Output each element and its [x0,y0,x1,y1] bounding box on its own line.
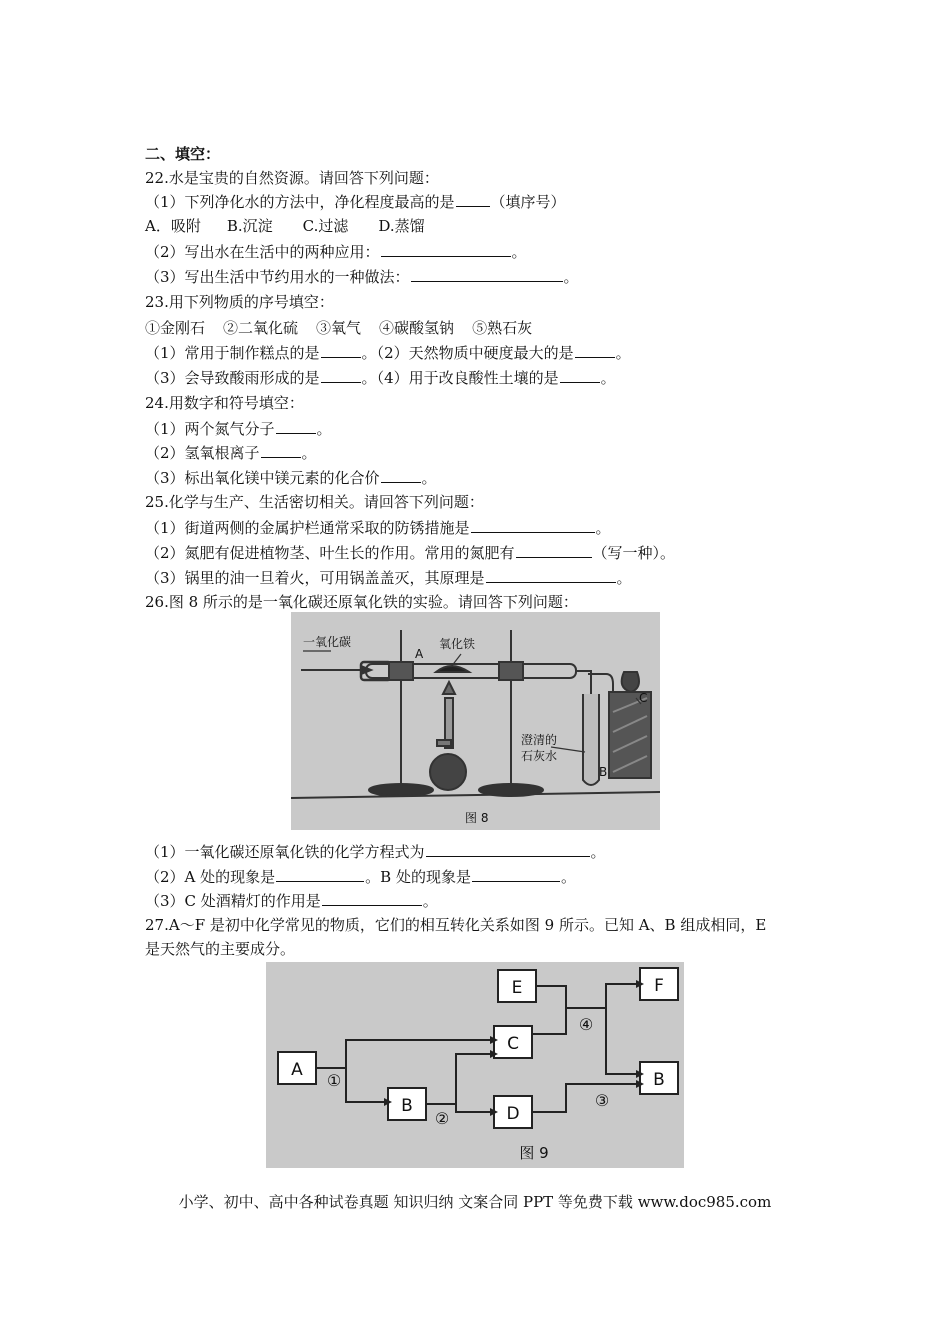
q26-part3-text: （3）C 处酒精灯的作用是 [145,892,321,910]
end-mark: 。 [560,868,576,886]
label-b: B [599,765,608,779]
figure-8-apparatus [291,612,660,830]
q23-items [145,318,532,338]
answer-blank[interactable] [261,443,301,458]
q23-row1 [145,343,631,363]
q23-part1: （1）常用于制作糕点的是 [145,344,320,362]
item-3: ③氧气 [316,319,362,337]
item-5: ⑤熟石灰 [472,319,533,337]
q25-part1-text: （1）街道两侧的金属护栏通常采取的防锈措施是 [145,519,470,537]
answer-blank[interactable] [381,468,421,483]
q22-stem: 22.水是宝贵的自然资源。请回答下列问题： [145,169,439,187]
answer-blank[interactable] [456,192,490,207]
q22-part3-text: （3）写出生活中节约用水的一种做法： [145,268,410,286]
step-3: ③ [594,1091,610,1110]
q26-part1-text: （1）一氧化碳还原氧化铁的化学方程式为 [145,843,425,861]
end-mark: 。 [361,369,377,387]
label-fe2o3: 氧化铁 [439,637,476,651]
box-b2-label: B [653,1070,665,1090]
q26-part2-text: （2）A 处的现象是 [145,868,276,886]
section-title: 二、填空： [145,145,221,163]
q24-part2 [145,443,317,463]
q26-stem: 26.图 8 所示的是一氧化碳还原氧化铁的实验。请回答下列问题： [145,593,578,611]
answer-blank[interactable] [322,891,422,906]
q23-stem: 23.用下列物质的序号填空： [145,293,334,311]
q27-stem-1: 27.A～F 是初中化学常见的物质，它们的相互转化关系如图 9 所示。已知 A、B 组成相同，E [145,916,767,934]
answer-blank[interactable] [516,543,592,558]
option-d: D.蒸馏 [378,217,425,235]
q25-part3-text: （3）锅里的油一旦着火，可用锅盖盖灭，其原理是 [145,569,485,587]
answer-blank[interactable] [276,419,316,434]
answer-blank[interactable] [472,867,560,882]
end-mark: 。 [316,420,332,438]
q24-stem: 24.用数字和符号填空： [145,394,304,412]
answer-blank[interactable] [276,867,364,882]
end-mark: 。 [511,243,527,261]
figure-9-flowchart [266,962,684,1168]
q22-part3 [145,267,579,287]
q25-part1 [145,518,611,538]
answer-blank[interactable] [321,343,361,358]
q24-part1-text: （1）两个氮气分子 [145,420,275,438]
q22-part1 [145,192,566,212]
q25-part3 [145,568,632,588]
q22-part1-suffix: （填序号） [490,193,566,211]
label-a: A [415,647,424,661]
box-a-label: A [291,1060,303,1080]
end-mark: 。 [301,444,317,462]
box-f-label: F [654,976,664,996]
page-footer: 小学、初中、高中各种试卷真题 知识归纳 文案合同 PPT 等免费下载 www.doc985.com [178,1193,772,1211]
q23-part2: （2）天然物质中硬度最大的是 [376,344,574,362]
q25-part2-suffix: （写一种）。 [592,544,676,562]
figure-9-drawing [266,962,684,1168]
q24-part2-text: （2）氢氧根离子 [145,444,260,462]
answer-blank[interactable] [471,518,595,533]
q27-stem-2: 是天然气的主要成分。 [145,940,296,958]
q24-part3 [145,468,437,488]
box-d-label: D [506,1104,520,1124]
answer-blank[interactable] [426,842,590,857]
q24-part1 [145,419,332,439]
q26-part1 [145,842,606,862]
figure-8-caption: 图 8 [465,811,489,825]
box-c-label: C [507,1034,519,1054]
q22-part2-text: （2）写出水在生活中的两种应用： [145,243,380,261]
end-mark: 。 [361,344,377,362]
option-c: C.过滤 [302,217,349,235]
answer-blank[interactable] [411,267,563,282]
end-mark: 。 [616,569,632,587]
label-limewater-2: 石灰水 [521,749,558,763]
q26-part2 [145,867,576,887]
step-1: ① [326,1071,342,1090]
q23-part4: （4）用于改良酸性土壤的是 [376,369,559,387]
q24-part3-text: （3）标出氧化镁中镁元素的化合价 [145,469,380,487]
item-4: ④碳酸氢钠 [379,319,455,337]
answer-blank[interactable] [560,368,600,383]
q25-part2-text: （2）氮肥有促进植物茎、叶生长的作用。常用的氮肥有 [145,544,515,562]
q22-part2 [145,242,527,262]
item-1: ①金刚石 [145,319,206,337]
q22-options [145,216,425,236]
end-mark: 。 [615,344,631,362]
end-mark: 。 [590,843,606,861]
q23-part3: （3）会导致酸雨形成的是 [145,369,320,387]
figure-9-caption: 图 9 [519,1144,549,1162]
q26-part2-mid: 。B 处的现象是 [365,868,471,886]
q26-part3 [145,891,438,911]
label-co: 一氧化碳 [303,635,352,649]
end-mark: 。 [422,892,438,910]
step-4: ④ [578,1015,594,1034]
label-limewater-1: 澄清的 [521,733,558,747]
answer-blank[interactable] [381,242,511,257]
end-mark: 。 [563,268,579,286]
box-b1-label: B [401,1096,413,1116]
item-2: ②二氧化硫 [223,319,299,337]
step-2: ② [434,1109,450,1128]
q22-part1-text: （1）下列净化水的方法中，净化程度最高的是 [145,193,455,211]
label-c: C [639,691,648,705]
option-b: B.沉淀 [226,217,273,235]
answer-blank[interactable] [321,368,361,383]
figure-8-drawing [291,612,660,830]
end-mark: 。 [595,519,611,537]
end-mark: 。 [421,469,437,487]
q25-part2 [145,543,675,563]
q25-stem: 25.化学与生产、生活密切相关。请回答下列问题： [145,493,484,511]
q23-row2 [145,368,616,388]
option-a: A．吸附 [145,217,201,235]
answer-blank[interactable] [575,343,615,358]
answer-blank[interactable] [486,568,616,583]
box-e-label: E [511,978,523,998]
end-mark: 。 [600,369,616,387]
